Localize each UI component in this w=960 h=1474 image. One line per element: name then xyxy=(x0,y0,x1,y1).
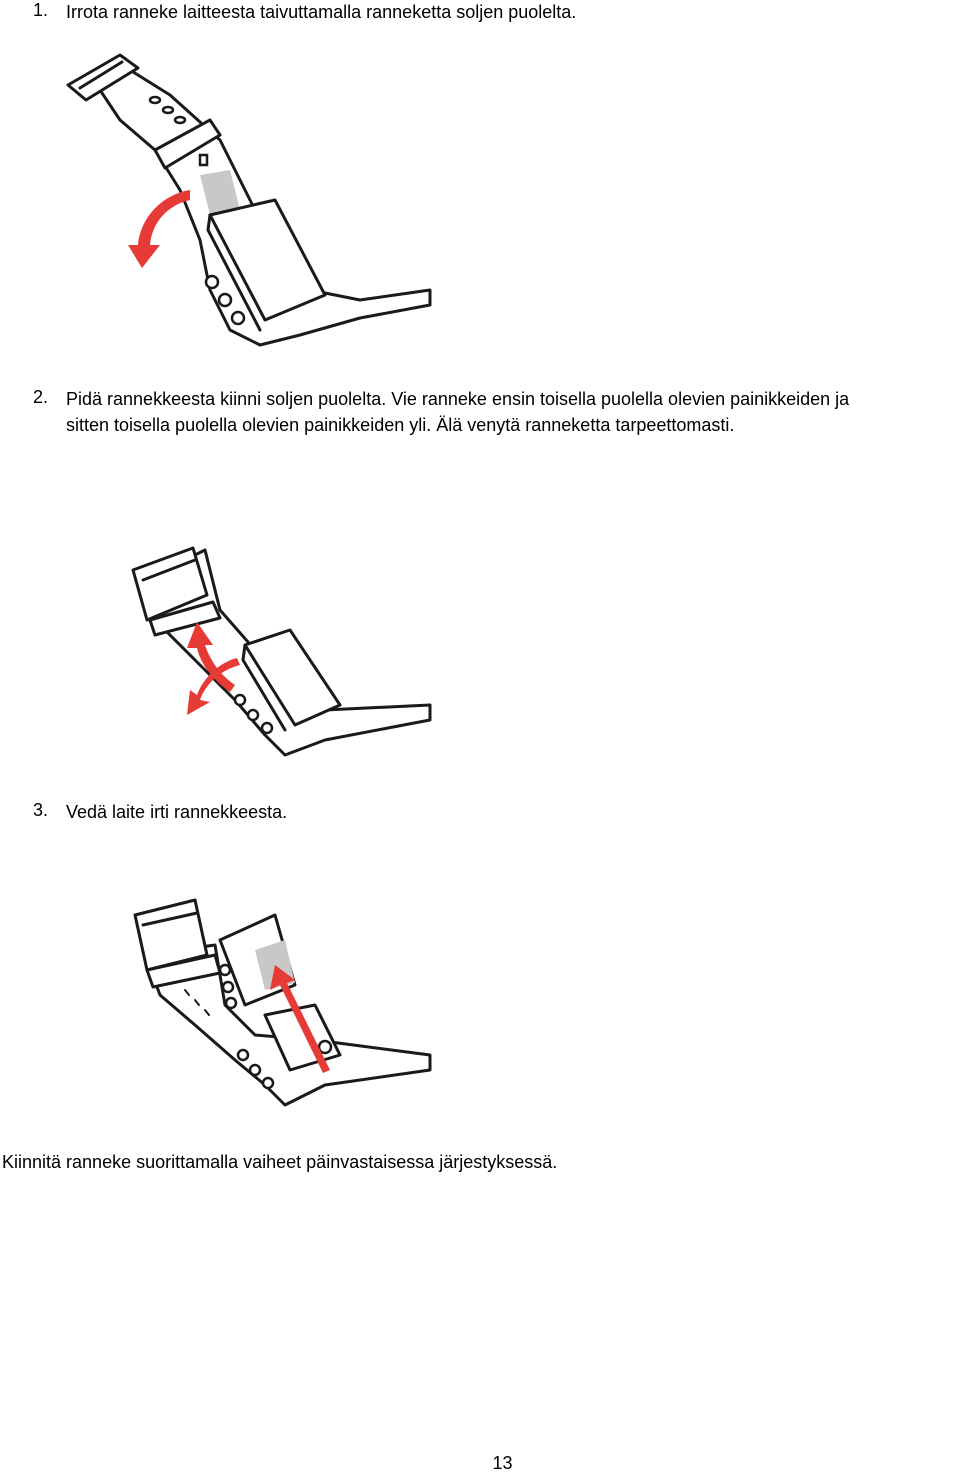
closing-instruction: Kiinnitä ranneke suorittamalla vaiheet päinvastaisessa järjestyksessä. xyxy=(2,1152,558,1172)
page-number: 13 xyxy=(492,1453,513,1473)
step-2-text-line-1: Pidä rannekkeesta kiinni soljen puolelta. Vie ranneke ensin toisella puolella olevien painikkeiden ja xyxy=(66,389,850,409)
step-1-number: 1. xyxy=(33,0,49,20)
step-2-number: 2. xyxy=(33,387,49,407)
step-2-text-line-2: sitten toisella puolella olevien painikkeiden yli. Älä venytä ranneketta tarpeettomasti. xyxy=(66,415,735,435)
step-1-illustration xyxy=(60,50,440,350)
step-3-illustration xyxy=(125,895,435,1115)
step-3-number: 3. xyxy=(33,800,49,820)
step-1-text: Irrota ranneke laitteesta taivuttamalla ranneketta soljen puolelta. xyxy=(66,2,577,22)
step-2-illustration xyxy=(125,540,435,760)
step-3-text: Vedä laite irti rannekkeesta. xyxy=(66,802,288,822)
bend-arrow-icon xyxy=(128,190,190,268)
